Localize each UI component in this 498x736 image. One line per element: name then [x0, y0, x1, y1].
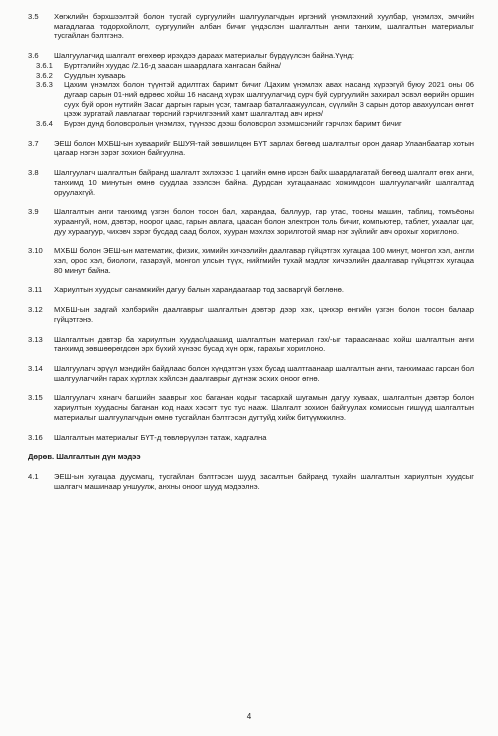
list-item-text: Бүрэн дунд боловсролын үнэмлэх, түүнээс дээш боловсрол эзэмшсэнийг гэрчлэх баримт бичиг	[64, 119, 402, 129]
list-item-number: 3.6.1	[36, 60, 53, 70]
paragraph-number: 3.7	[28, 138, 39, 148]
paragraph-4-1	[28, 472, 474, 491]
paragraph-number: 3.9	[28, 207, 39, 217]
list-item-3-6-1	[28, 61, 474, 71]
paragraph-text: МХБШ болон ЭЕШ-ын математик, физик, химийн хичээлийн даалгавар гүйцэтгэх хугацаа 100 минут, монгол хэл, англи хэл, орос хэл, биологи, газарзүй, монгол улсын түүх, нийгмийн тухай мэдлэг хичээлийн даалгавар гүйцэтгэх хугацаа 80 минут байна.	[54, 246, 474, 275]
paragraph-number: 3.10	[28, 246, 43, 256]
list-item-number: 3.6.3	[36, 80, 53, 90]
paragraph-number: 3.12	[28, 305, 43, 315]
list-item-number: 3.6.2	[36, 70, 53, 80]
paragraph-3-12	[28, 305, 474, 324]
paragraph-3-10	[28, 246, 474, 275]
paragraph-text: Шалгуулагч шалгалтын байранд шалгалт эхлэхээс 1 цагийн өмнө ирсэн байх шаардлагатай бөгөөд шалгалт өгөх анги, танхимд 10 минутын өмнө суудлаа эзэлсэн байна. Дурдсан хугацаанаас хожимдсон шалгуулагчийг шалгалтад оруулахгүй.	[54, 168, 474, 197]
paragraph-number: 3.13	[28, 334, 43, 344]
paragraph-number: 4.1	[28, 471, 39, 481]
paragraph-text: Шалгуулагчид шалгалт өгөхөөр ирэхдээ дараах материалыг бүрдүүлсэн байна.Үүнд:	[54, 51, 354, 61]
list-item-text: Бүртгэлийн хуудас /2.16-д заасан шаардлага хангасан байна/	[64, 60, 281, 70]
paragraph-text: Шалгалтын материалыг БҮТ-д төвлөрүүлэн татаж, хадгална	[54, 432, 267, 442]
paragraph-text: Шалгуулагч эрүүл мэндийн байдлаас болон хүндэтгэн үзэх бусад шалтгаанаар шалгалтын анги, танхимаас гарсан бол шалгуулагчийн гарах хүртлэх хэйлсэн даалгаврыг дүгнэж эсхих оноог өгнө.	[54, 363, 474, 383]
list-item-number: 3.6.4	[36, 119, 53, 129]
paragraph-number: 3.16	[28, 432, 43, 442]
paragraph-3-5	[28, 12, 474, 41]
paragraph-text: Хөгжлийн бэрхшээлтэй болон тусгай сургуулийн шалгуулагчдын иргэний үнэмлэхний хуулбар, үнэмлэх, эмчийн магадлагаа тодорхойлолт, сургуулийн албан бичиг үндэслэн шалгалтын анги танхим, шалгалтын материалыг тусгайлан бэлтгэнэ.	[54, 12, 474, 41]
paragraph-text: Хариултын хуудсыг санамжийн дагуу балын харандаагаар тод засваргүй бөглөнө.	[54, 285, 344, 295]
list-item-text: Суудлын хуваарь	[64, 70, 126, 80]
list-item-3-6-3	[28, 80, 474, 119]
paragraph-3-15	[28, 393, 474, 422]
paragraph-text: Шалгалтын анги танхимд үзгэн болон тосон бал, харандаа, баллуур, гар утас, тооны машин, таблиц, томъёоны хураангуй, ном, дэвтэр, ноорог цаас, гарын авлага, цаасан болон электрон толь бичиг, компьютер, таблет, ухаалаг цаг, дуу хураагуур, чихэвч зэрэг бусдад саад болох, хууран мэхлэх зорилготой ямар нэг зүйлийг авч орохыг хориглоно.	[54, 207, 474, 236]
paragraph-text: Шалгуулагч хянагч багшийн зааврыг хос баганан кодыг тасархай шугамын дагуу хуваах, шалгалтын дэвтэр болон хариултын хуудасны баганан код наах хэсэгт тус тус нааж. Шалгалт зохион байгуулах комиссын гишүүд шалгалтын материалыг шалгуулагчдын өмнө тусгайлан бэлтгэсэн дугтуйд хийж битүүмжилнэ.	[54, 393, 474, 422]
paragraph-3-8	[28, 168, 474, 197]
list-item-text: Цахим үнэмлэх болон түүнтэй адилтгах баримт бичиг /Цахим үнэмлэх авах насанд хүрээгүй буюу 2021 оны 06 дугаар сарын 01-ний өдрөөс хойш 16 насанд хүрэх шалгуулагчид сурч буй сургуулийн захирал эсвэл өөрийн оршин суух буй орон нутгийн Засаг даргын гарын үсэг, тамгаар баталгаажуулсан, сүүлийн 3 сарын дотор авахуулсан өнгөт цээж зургатай лавлагааг төрсний гэрчилгээний хамт шалгалтад авч ирнэ/	[64, 80, 474, 119]
list-item-3-6-2	[28, 71, 474, 81]
paragraph-number: 3.8	[28, 168, 39, 178]
paragraph-number: 3.11	[28, 285, 43, 295]
list-item-3-6-4	[28, 119, 474, 129]
paragraph-number: 3.15	[28, 393, 43, 403]
page-number: 4	[246, 712, 252, 721]
paragraph-text: ЭЕШ-ын хугацаа дуусмагц, тусгайлан бэлтгэсэн шууд засалтын байранд тухайн шалгалтын хариултын хуудсыг шалгагч машинаар уншуулж, анхны оноог шууд мэдээлнэ.	[54, 471, 474, 491]
paragraph-number: 3.6	[28, 51, 39, 61]
paragraph-3-7	[28, 139, 474, 158]
paragraph-text: МХБШ-ын задгай хэлбэрийн даалгаврыг шалгалтын дэвтэр дээр хэх, цэнхэр өнгийн үзгэн болон тосон балаар гүйцэтгэнэ.	[54, 305, 474, 324]
paragraph-3-14	[28, 364, 474, 383]
paragraph-text: ЭЕШ болон МХБШ-ын хуваарийг БШУЯ-тай зөвшилцөн БҮТ зарлах бөгөөд шалгалтыг орон даяар Улаанбаатар хотын цагаар нэгэн зэрэг зохион байгуулна.	[54, 138, 474, 158]
paragraph-3-13	[28, 335, 474, 354]
paragraph-3-11	[28, 285, 474, 295]
paragraph-3-16	[28, 433, 474, 443]
document-body	[28, 12, 474, 501]
paragraph-text: Шалгалтын дэвтэр ба хариултын хуудас/цаашид шалгалтын материал гэх/-ыг тараасанаас хойш шалгалтын анги танхимд зөвшөөрөгдсөн эрх бүхий хүнээс бусад хүн орж, гарахыг хориглоно.	[54, 334, 474, 354]
section-heading: Дөрөв. Шалгалтын дүн мэдээ	[28, 452, 141, 462]
paragraph-3-6	[28, 51, 474, 129]
paragraph-number: 3.14	[28, 363, 43, 373]
paragraph-3-9	[28, 207, 474, 236]
paragraph-number: 3.5	[28, 12, 39, 21]
